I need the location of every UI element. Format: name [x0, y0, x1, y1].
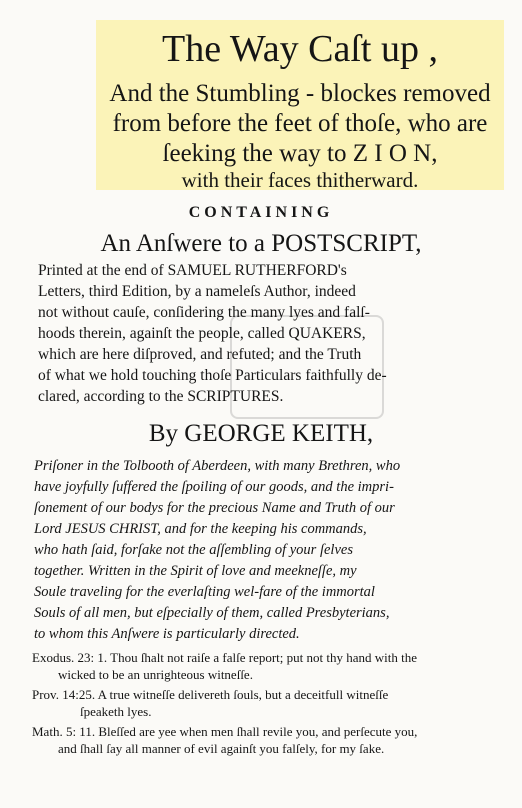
author-note-line: Lord JESUS CHRIST, and for the keeping his commands, [34, 521, 367, 537]
answer-heading: An Anſwere to a POSTSCRIPT, [100, 230, 422, 257]
description-line: clared, according to the SCRIPTURES. [38, 388, 284, 405]
author-note-line: Soule traveling for the everlaſting wel-fare of the immortal [34, 584, 375, 600]
description-line: not without cauſe, conſidering the many lyes and falſ- [38, 304, 370, 321]
scripture-line: ſpeaketh lyes. [80, 704, 152, 719]
author-note-line: Souls of all men, but eſpecially of them, called Presbyterians, [34, 605, 390, 621]
title-line-5: with their faces thitherward. [181, 168, 419, 192]
author-note-line: have joyfully ſuffered the ſpoiling of our goods, and the impri- [34, 479, 394, 495]
author-note-line: together. Written in the Spirit of love and meekneſſe, my [34, 563, 357, 579]
author-line: By GEORGE KEITH, [148, 420, 374, 447]
scripture-line: wicked to be an unrighteous witneſſe. [58, 667, 253, 682]
scripture-line: and ſhall ſay all manner of evil againſt you falſely, for my ſake. [58, 741, 385, 756]
author-note-line: who hath ſaid, forſake not the aſſembling of your ſelves [34, 542, 353, 558]
author-note-line: to whom this Anſwere is particularly directed. [34, 626, 300, 642]
title-line-2: And the Stumbling - blockes removed [109, 80, 491, 107]
scripture-line: Prov. 14:25. A true witneſſe delivereth ſouls, but a deceitfull witneſſe [32, 687, 389, 702]
description-line: Printed at the end of SAMUEL RUTHERFORD's [38, 262, 347, 279]
scripture-line: Exodus. 23: 1. Thou ſhalt not raiſe a falſe report; put not thy hand with the [32, 650, 417, 665]
title-line-1: The Way Caſt up , [162, 28, 438, 70]
title-line-4: ſeeking the way to Z I O N, [162, 140, 438, 167]
description-line: Letters, third Edition, by a nameleſs Author, indeed [38, 283, 356, 300]
description-line: hoods therein, againſt the people, called QUAKERS, [38, 325, 366, 342]
description-line: which are here diſproved, and refuted; and the Truth [38, 346, 362, 363]
containing-label: CONTAINING [188, 204, 334, 221]
scripture-line: Math. 5: 11. Bleſſed are yee when men ſhall revile you, and perſecute you, [32, 724, 418, 739]
description-line: of what we hold touching thoſe Particulars faithfully de- [38, 367, 387, 384]
author-note-line: ſonement of our bodys for the precious Name and Truth of our [34, 500, 395, 516]
author-note-line: Priſoner in the Tolbooth of Aberdeen, with many Brethren, who [34, 458, 401, 474]
title-line-3: from before the feet of thoſe, who are [112, 110, 488, 137]
